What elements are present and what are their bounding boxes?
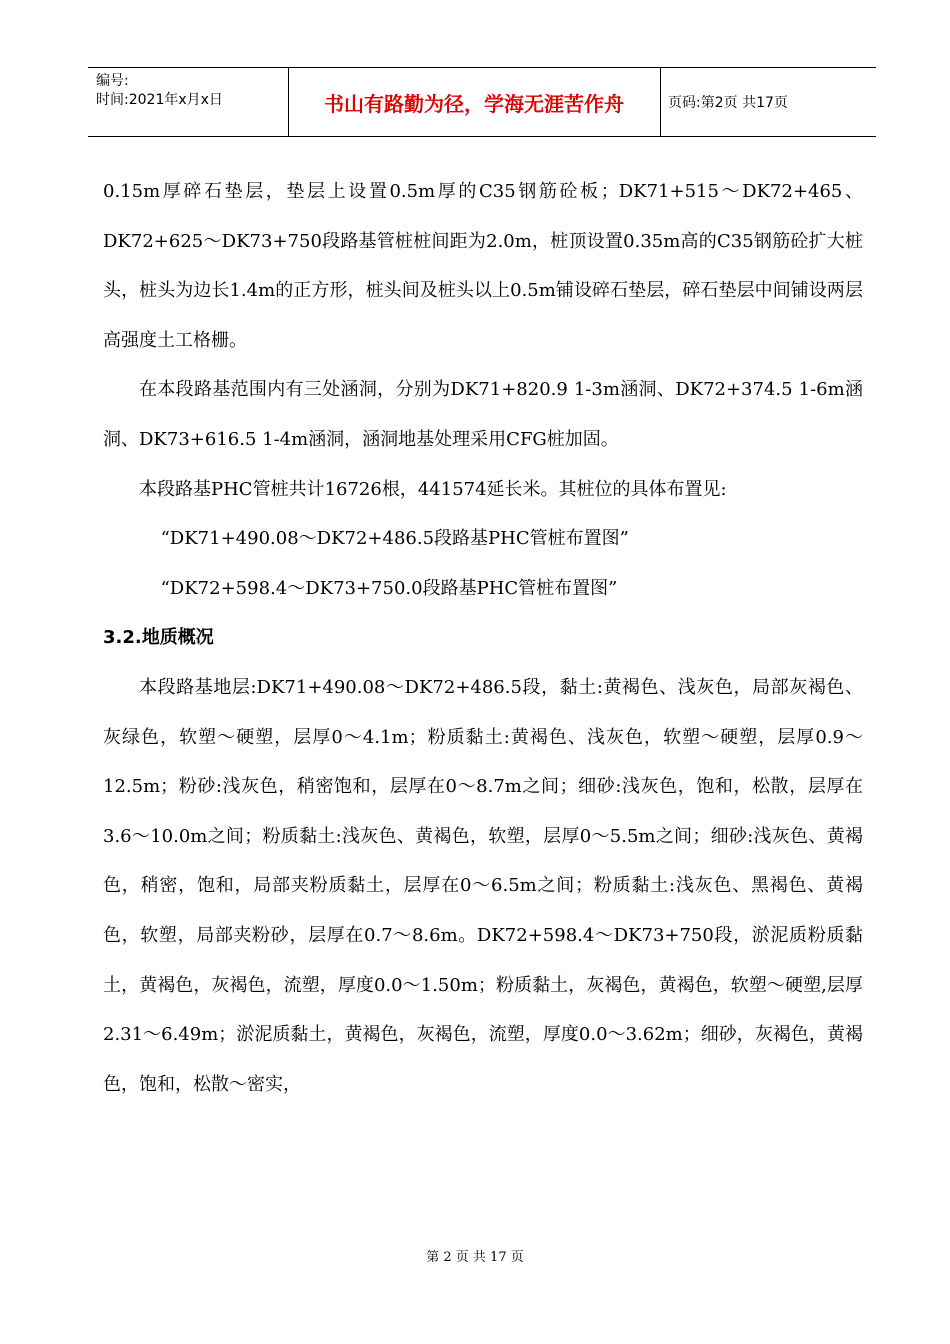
header-divider xyxy=(660,68,661,136)
header-meta xyxy=(96,72,286,110)
paragraph: 本段路基地层:DK71+490.08～DK72+486.5段，黏土:黄褐色、浅灰色，局部灰褐色、灰绿色，软塑～硬塑，层厚0～4.1m；粉质黏土:黄褐色、浅灰色，软塑～硬塑，层厚0.9～12.5m；粉砂:浅灰色，稍密饱和，层厚在0～8.7m之间；细砂:浅灰色，饱和，松散，层厚在3.6～10.0m之间；粉质黏土:浅灰色、黄褐色，软塑，层厚0～5.5m之间；细砂:浅灰色、黄褐色，稍密，饱和，局部夹粉质黏土，层厚在0～6.5m之间；粉质黏土:浅灰色、黑褐色、黄褐色，软塑，局部夹粉砂，层厚在0.7～8.6m。DK72+598.4～DK73+750段，淤泥质粉质黏土，黄褐色，灰褐色，流塑，厚度0.0～1.50m；粉质黏土，灰褐色，黄褐色，软塑～硬塑,层厚2.31～6.49m；淤泥质黏土，黄褐色，灰褐色，流塑，厚度0.0～3.62m；细砂，灰褐色，黄褐色，饱和，松散～密实， xyxy=(103,676,863,1095)
document-body xyxy=(103,167,863,1109)
document-time-label: 时间:2021年x月x日 xyxy=(96,92,223,108)
header-motto: 书山有路勤为径，学海无涯苦作舟 xyxy=(324,91,624,116)
paragraph: 在本段路基范围内有三处涵洞，分别为DK71+820.9 1-3m涵洞、DK72+374.5 1-6m涵洞、DK73+616.5 1-4m涵洞，涵洞地基处理采用CFG桩加固。 xyxy=(103,379,863,450)
page-footer: 第 2 页 共 17 页 xyxy=(426,1250,524,1265)
figure-reference: “DK72+598.4～DK73+750.0段路基PHC管桩布置图” xyxy=(160,577,618,599)
section-heading: 3.2.地质概况 xyxy=(103,627,214,649)
figure-reference: “DK71+490.08～DK72+486.5段路基PHC管桩布置图” xyxy=(160,528,629,550)
page-header xyxy=(88,67,876,137)
paragraph: 本段路基PHC管桩共计16726根，441574延长米。其桩位的具体布置见: xyxy=(139,478,727,500)
document-number-label: 编号: xyxy=(96,73,129,89)
header-page-number: 页码:第2页 共17页 xyxy=(668,95,788,111)
paragraph: 0.15m厚碎石垫层，垫层上设置0.5m厚的C35钢筋砼板；DK71+515～DK72+465、DK72+625～DK73+750段路基管桩桩间距为2.0m，桩顶设置0.35m高的C35钢筋砼扩大桩头，桩头为边长1.4m的正方形，桩头间及桩头以上0.5m铺设碎石垫层，碎石垫层中间铺设两层高强度土工格栅。 xyxy=(103,181,863,351)
